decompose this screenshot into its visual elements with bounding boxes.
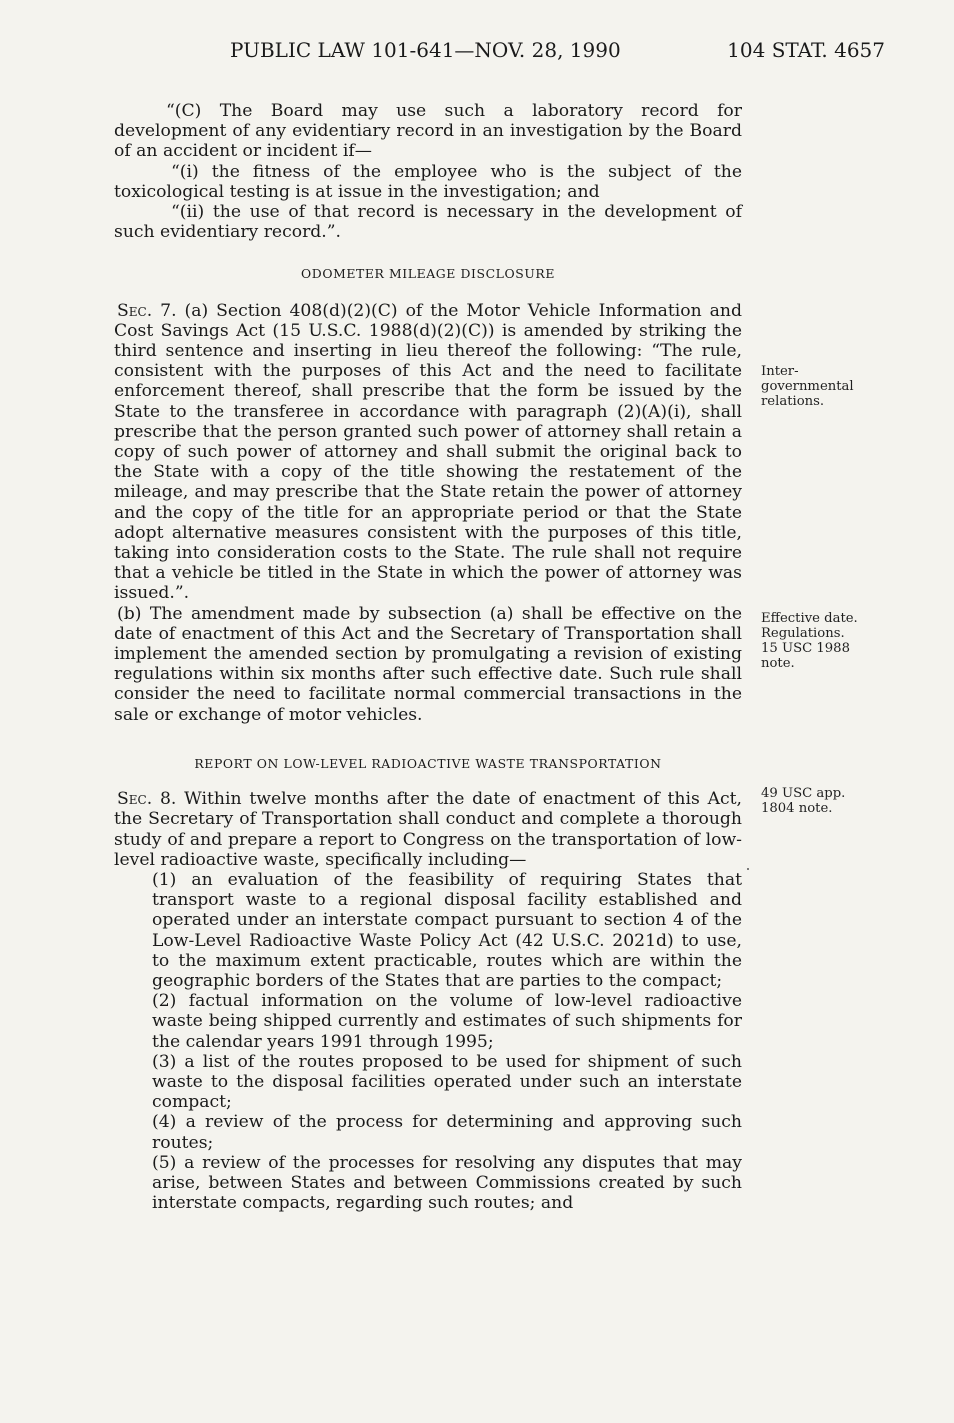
sec7-heading: ODOMETER MILEAGE DISCLOSURE — [301, 266, 555, 282]
para-c-ii: “(ii) the use of that record is necessary in the development of such evidentiary record.”. — [114, 202, 742, 243]
print-speck — [747, 868, 749, 870]
sec8-heading: REPORT ON LOW-LEVEL RADIOACTIVE WASTE TRANSPORTATION — [194, 755, 662, 771]
sec7-para-a — [114, 301, 742, 604]
sec7-para-a-text: (a) Section 408(d)(2)(C) of the Motor Vehicle Information and Cost Savings Act (15 U.S.C. 1988(d)(2)(C)) is amended by striking the third sentence and inserting in lieu thereof the following: “The rule, consistent with the purposes of this Act and the need to facilitate enforcement thereof, shall prescribe that the form be issued by the State to the transferee in accordance with paragraph (2)(A)(i), shall prescribe that the person granted such power of attorney shall retain a copy of such power of attorney and shall submit the original back to the State with a copy of the title showing the restatement of the mileage, and may prescribe that the State retain the power of attorney and the copy of the title for an appropriate period or that the State adopt alternative measures consistent with the purposes of this title, taking into consideration costs to the State. The rule shall not require that a vehicle be titled in the State in which the power of attorney was issued.”. — [114, 300, 742, 604]
margin-note-intergovernmental — [761, 364, 854, 409]
margin-note-line: governmental — [761, 379, 854, 394]
sec7-para-b: (b) The amendment made by subsection (a) shall be effective on the date of enactment of this Act and the Secretary of Transportation shall implement the amended section by promulgating a revision of existing regulations within six months after such effective date. Such rule shall consider the need to facilitate normal commercial transactions in the sale or exchange of motor vehicles. — [114, 603, 742, 725]
sec8-item-2: (2) factual information on the volume of low-level radioactive waste being shipped currently and estimates of such shipments for the calendar years 1991 through 1995; — [152, 991, 742, 1052]
para-c-i: “(i) the fitness of the employee who is the subject of the toxicological testing is at issue in the investigation; and — [114, 161, 742, 202]
main-text-column — [114, 101, 742, 1213]
sec8-intro — [114, 789, 742, 870]
sec8-item-4: (4) a review of the process for determining and approving such routes; — [152, 1112, 742, 1153]
header-law-date: PUBLIC LAW 101-641—NOV. 28, 1990 — [230, 38, 621, 62]
sec8-item-5: (5) a review of the processes for resolving any disputes that may arise, between States and between Commissions created by such interstate compacts, regarding such routes; and — [152, 1152, 742, 1214]
margin-note-line: 15 USC 1988 — [761, 641, 850, 656]
margin-note-line: relations. — [761, 394, 825, 409]
sec8-item-3: (3) a list of the routes proposed to be used for shipment of such waste to the disposal facilities operated under such an interstate compact; — [152, 1051, 742, 1113]
margin-note-line: 49 USC app. — [761, 786, 846, 801]
para-c: “(C) The Board may use such a laboratory record for development of any evidentiary record in an investigation by the Board of an accident or incident if— — [114, 101, 742, 162]
sec7-label: Sec. 7. — [117, 300, 177, 321]
margin-note-49-usc — [761, 786, 845, 816]
sec8-label: Sec. 8. — [117, 789, 177, 810]
header-stat-page: 104 STAT. 4657 — [727, 38, 885, 62]
margin-note-line: Effective date. — [761, 611, 858, 626]
margin-note-line: note. — [761, 656, 795, 671]
margin-note-line: Regulations. — [761, 626, 845, 641]
margin-note-effective-date — [761, 611, 858, 671]
sec8-intro-text: Within twelve months after the date of enactment of this Act, the Secretary of Transportation shall conduct and complete a thorough study of and prepare a report to Congress on the transportation of low-level radioactive waste, specifically including— — [114, 789, 742, 870]
margin-note-line: 1804 note. — [761, 801, 833, 816]
margin-note-line: Inter- — [761, 364, 799, 379]
sec8-item-1: (1) an evaluation of the feasibility of requiring States that transport waste to a regional disposal facility established and operated under an interstate compact pursuant to section 4 of the Low-Level Radioactive Waste Policy Act (42 U.S.C. 2021d) to use, to the maximum extent practicable, routes which are within the geographic borders of the States that are parties to the compact; — [152, 869, 742, 991]
